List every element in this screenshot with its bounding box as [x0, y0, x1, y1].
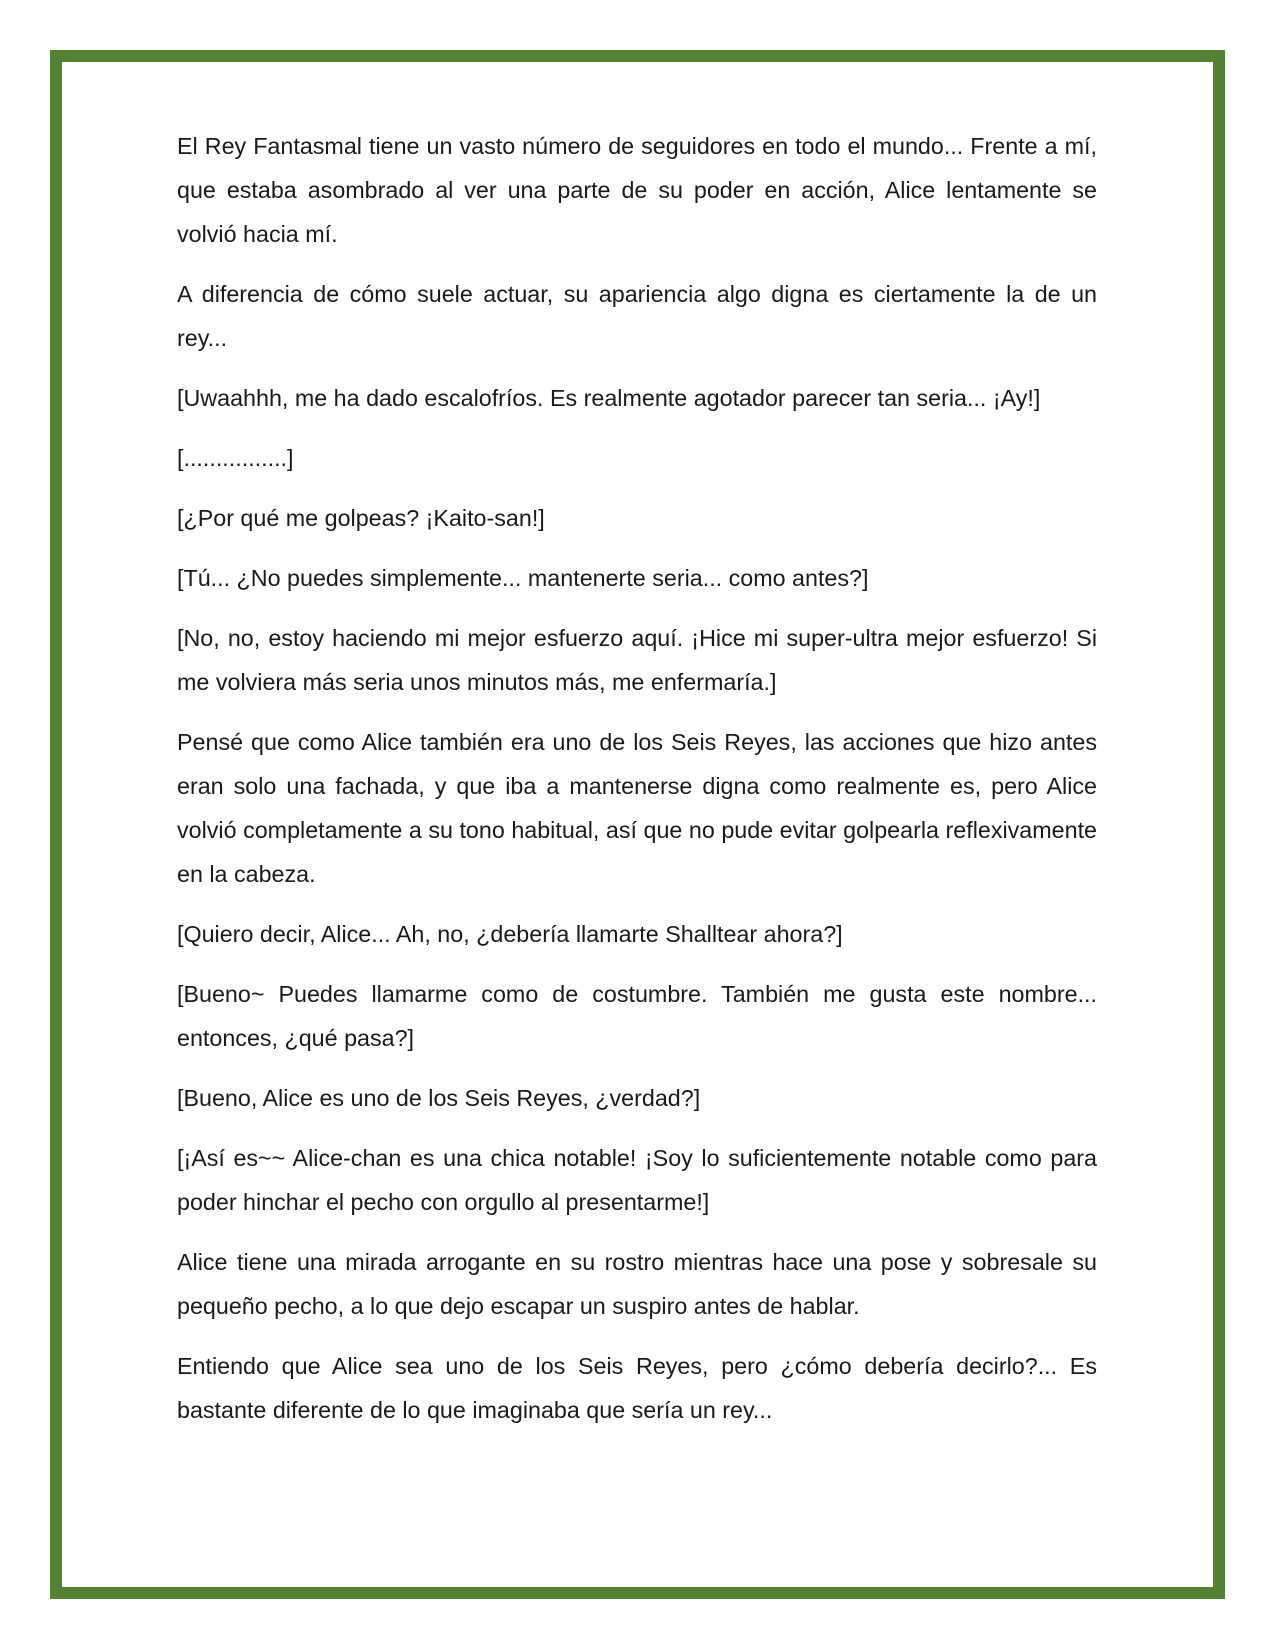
paragraph-1: El Rey Fantasmal tiene un vasto número de seguidores en todo el mundo... Frente a mí, que estaba asombrado al ver una parte de su poder en acción, Alice lentamente se volvió hacia mí.	[177, 133, 1097, 247]
paragraph-4: [................]	[177, 445, 294, 471]
paragraph-7: [No, no, estoy haciendo mi mejor esfuerzo aquí. ¡Hice mi super-ultra mejor esfuerzo! Si me volviera más seria unos minutos más, me enfermaría.]	[177, 625, 1097, 695]
paragraph-3: [Uwaahhh, me ha dado escalofríos. Es realmente agotador parecer tan seria... ¡Ay!]	[177, 385, 1041, 411]
paragraph-12: [¡Así es~~ Alice-chan es una chica notable! ¡Soy lo suficientemente notable como para poder hinchar el pecho con orgullo al presentarme!]	[177, 1145, 1097, 1215]
paragraph-8: Pensé que como Alice también era uno de los Seis Reyes, las acciones que hizo antes eran solo una fachada, y que iba a mantenerse digna como realmente es, pero Alice volvió completamente a su tono habitual, así que no pude evitar golpearla reflexivamente en la cabeza.	[177, 729, 1097, 887]
document-body	[177, 124, 1097, 1448]
paragraph-6: [Tú... ¿No puedes simplemente... mantenerte seria... como antes?]	[177, 565, 869, 591]
paragraph-9: [Quiero decir, Alice... Ah, no, ¿debería llamarte Shalltear ahora?]	[177, 921, 843, 947]
paragraph-11: [Bueno, Alice es uno de los Seis Reyes, ¿verdad?]	[177, 1085, 701, 1111]
paragraph-13: Alice tiene una mirada arrogante en su rostro mientras hace una pose y sobresale su pequeño pecho, a lo que dejo escapar un suspiro antes de hablar.	[177, 1249, 1097, 1319]
paragraph-10: [Bueno~ Puedes llamarme como de costumbre. También me gusta este nombre... entonces, ¿qué pasa?]	[177, 981, 1097, 1051]
paragraph-14: Entiendo que Alice sea uno de los Seis Reyes, pero ¿cómo debería decirlo?... Es bastante diferente de lo que imaginaba que sería un rey...	[177, 1353, 1097, 1423]
paragraph-5: [¿Por qué me golpeas? ¡Kaito-san!]	[177, 505, 545, 531]
paragraph-2: A diferencia de cómo suele actuar, su apariencia algo digna es ciertamente la de un rey...	[177, 281, 1097, 351]
